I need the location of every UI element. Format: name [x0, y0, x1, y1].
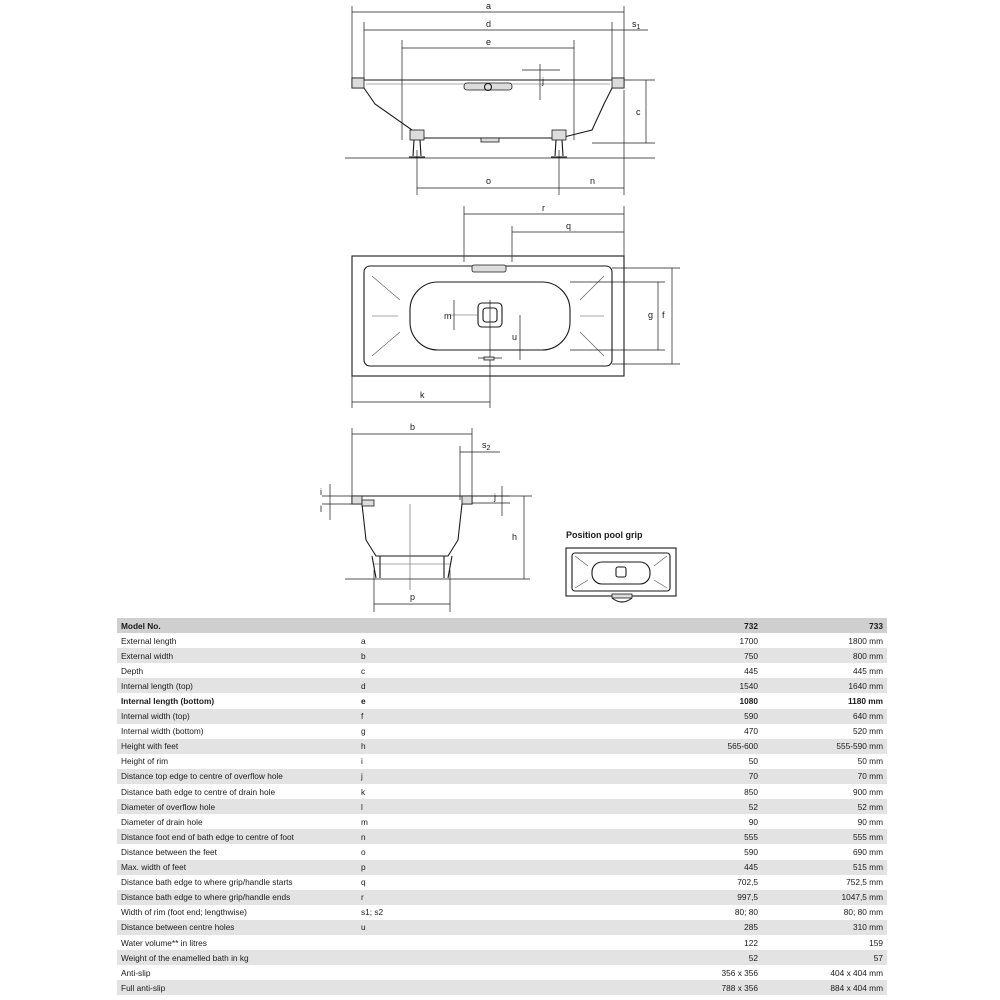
table-row: [117, 844, 887, 859]
dim-label-m: m: [444, 311, 452, 321]
row-symbol: d: [357, 678, 667, 693]
row-label: Distance bath edge to where grip/handle starts: [117, 875, 357, 890]
row-value-733: 690 mm: [762, 844, 887, 859]
row-value-732: 470: [667, 724, 762, 739]
header-label: Model No.: [117, 618, 357, 633]
table-row: [117, 935, 887, 950]
dim-label-g: g: [648, 310, 654, 320]
row-symbol: f: [357, 709, 667, 724]
row-value-733: 1180 mm: [762, 693, 887, 708]
top-view: [352, 203, 680, 408]
row-symbol: r: [357, 890, 667, 905]
dim-label-q: q: [566, 221, 572, 231]
row-value-733: 884 x 404 mm: [762, 980, 887, 995]
table-header-row: [117, 618, 887, 633]
row-value-732: 997,5: [667, 890, 762, 905]
dim-label-h: h: [512, 532, 518, 542]
table-row: [117, 860, 887, 875]
row-value-732: 750: [667, 648, 762, 663]
row-value-733: 159: [762, 935, 887, 950]
row-symbol: b: [357, 648, 667, 663]
row-symbol: q: [357, 875, 667, 890]
row-label: Internal length (bottom): [117, 693, 357, 708]
row-symbol: j: [357, 769, 667, 784]
table-row: [117, 965, 887, 980]
row-label: Anti-slip: [117, 965, 357, 980]
dim-label-u: u: [512, 332, 518, 342]
row-symbol: [357, 935, 667, 950]
row-value-732: 50: [667, 754, 762, 769]
dim-label-n: n: [590, 176, 596, 186]
row-label: Width of rim (foot end; lengthwise): [117, 905, 357, 920]
row-label: Depth: [117, 663, 357, 678]
row-label: Distance between centre holes: [117, 920, 357, 935]
row-value-732: 445: [667, 860, 762, 875]
table-row: [117, 633, 887, 648]
row-value-733: 555-590 mm: [762, 739, 887, 754]
table-row: [117, 663, 887, 678]
table-row: [117, 709, 887, 724]
row-symbol: [357, 950, 667, 965]
row-value-732: 356 x 356: [667, 965, 762, 980]
row-label: Distance foot end of bath edge to centre of foot: [117, 829, 357, 844]
row-value-733: 900 mm: [762, 784, 887, 799]
row-label: External width: [117, 648, 357, 663]
row-value-732: 555: [667, 829, 762, 844]
row-value-733: 640 mm: [762, 709, 887, 724]
dim-label-s1: $s_1$: [632, 19, 641, 31]
row-label: Diameter of drain hole: [117, 814, 357, 829]
dim-label-b: b: [410, 422, 416, 432]
table-row: [117, 980, 887, 995]
row-value-732: 850: [667, 784, 762, 799]
dim-label-a: a: [486, 1, 492, 11]
dim-label-f: f: [662, 310, 665, 320]
row-value-732: 70: [667, 769, 762, 784]
row-label: Weight of the enamelled bath in kg: [117, 950, 357, 965]
row-label: Full anti-slip: [117, 980, 357, 995]
row-value-733: 1047,5 mm: [762, 890, 887, 905]
row-symbol: p: [357, 860, 667, 875]
row-symbol: [357, 965, 667, 980]
row-symbol: e: [357, 693, 667, 708]
dim-label-s2: $s_2$: [482, 440, 491, 452]
row-symbol: [357, 980, 667, 995]
row-value-733: 555 mm: [762, 829, 887, 844]
row-value-733: 57: [762, 950, 887, 965]
spec-table: [117, 618, 887, 995]
row-value-732: 1080: [667, 693, 762, 708]
table-row: [117, 724, 887, 739]
row-symbol: n: [357, 829, 667, 844]
end-view: [320, 422, 532, 612]
row-value-732: 285: [667, 920, 762, 935]
table-row: [117, 754, 887, 769]
row-value-733: 445 mm: [762, 663, 887, 678]
row-label: Internal width (bottom): [117, 724, 357, 739]
row-value-733: 515 mm: [762, 860, 887, 875]
end-feet: [372, 556, 452, 578]
row-symbol: m: [357, 814, 667, 829]
row-label: Distance top edge to centre of overflow hole: [117, 769, 357, 784]
row-value-733: 80; 80 mm: [762, 905, 887, 920]
row-value-732: 1700: [667, 633, 762, 648]
row-symbol: l: [357, 799, 667, 814]
table-row: [117, 829, 887, 844]
row-value-733: 90 mm: [762, 814, 887, 829]
row-value-732: 565-600: [667, 739, 762, 754]
header-spacer: [357, 618, 667, 633]
dim-label-p: p: [410, 592, 416, 602]
row-value-732: 702,5: [667, 875, 762, 890]
row-symbol: g: [357, 724, 667, 739]
dim-label-o: o: [486, 176, 492, 186]
table-row: [117, 920, 887, 935]
row-value-732: 788 x 356: [667, 980, 762, 995]
header-col-733: 733: [762, 618, 887, 633]
dim-label-e: e: [486, 37, 492, 47]
pool-grip-view: [566, 530, 676, 602]
row-symbol: u: [357, 920, 667, 935]
dim-label-j-end: j: [494, 492, 496, 502]
table-row: [117, 799, 887, 814]
row-value-732: 52: [667, 950, 762, 965]
dim-label-i: i: [320, 487, 322, 497]
row-value-732: 90: [667, 814, 762, 829]
row-value-732: 80; 80: [667, 905, 762, 920]
row-symbol: a: [357, 633, 667, 648]
row-symbol: o: [357, 844, 667, 859]
row-value-733: 1640 mm: [762, 678, 887, 693]
row-value-732: 590: [667, 844, 762, 859]
table-row: [117, 648, 887, 663]
row-label: Water volume** in litres: [117, 935, 357, 950]
dim-label-j-side: j: [542, 76, 544, 86]
row-value-733: 752,5 mm: [762, 875, 887, 890]
row-label: Height with feet: [117, 739, 357, 754]
row-label: Distance bath edge to where grip/handle ends: [117, 890, 357, 905]
dim-label-r: r: [542, 203, 545, 213]
dim-label-d: d: [486, 19, 492, 29]
row-symbol: k: [357, 784, 667, 799]
table-row: [117, 905, 887, 920]
row-value-733: 52 mm: [762, 799, 887, 814]
row-value-732: 1540: [667, 678, 762, 693]
row-label: Distance between the feet: [117, 844, 357, 859]
row-symbol: i: [357, 754, 667, 769]
table-row: [117, 814, 887, 829]
row-value-733: 404 x 404 mm: [762, 965, 887, 980]
table-row: [117, 769, 887, 784]
row-label: Distance bath edge to centre of drain hole: [117, 784, 357, 799]
dim-label-l: l: [320, 504, 322, 514]
table-row: [117, 739, 887, 754]
table-row: [117, 784, 887, 799]
table-row: [117, 693, 887, 708]
pool-grip-caption: Position pool grip: [566, 530, 643, 540]
row-label: Height of rim: [117, 754, 357, 769]
row-value-732: 52: [667, 799, 762, 814]
row-label: Internal width (top): [117, 709, 357, 724]
table-row: [117, 950, 887, 965]
table-row: [117, 890, 887, 905]
dim-label-c: c: [636, 107, 641, 117]
row-symbol: s1; s2: [357, 905, 667, 920]
row-value-732: 122: [667, 935, 762, 950]
side-view: [345, 1, 655, 195]
row-symbol: c: [357, 663, 667, 678]
header-col-732: 732: [667, 618, 762, 633]
dim-label-k: k: [420, 390, 425, 400]
row-label: Internal length (top): [117, 678, 357, 693]
row-label: External length: [117, 633, 357, 648]
row-value-732: 590: [667, 709, 762, 724]
row-value-732: 445: [667, 663, 762, 678]
row-value-733: 310 mm: [762, 920, 887, 935]
row-value-733: 70 mm: [762, 769, 887, 784]
row-value-733: 1800 mm: [762, 633, 887, 648]
row-label: Diameter of overflow hole: [117, 799, 357, 814]
row-label: Max. width of feet: [117, 860, 357, 875]
table-row: [117, 678, 887, 693]
table-row: [117, 875, 887, 890]
row-value-733: 520 mm: [762, 724, 887, 739]
row-symbol: h: [357, 739, 667, 754]
row-value-733: 50 mm: [762, 754, 887, 769]
row-value-733: 800 mm: [762, 648, 887, 663]
